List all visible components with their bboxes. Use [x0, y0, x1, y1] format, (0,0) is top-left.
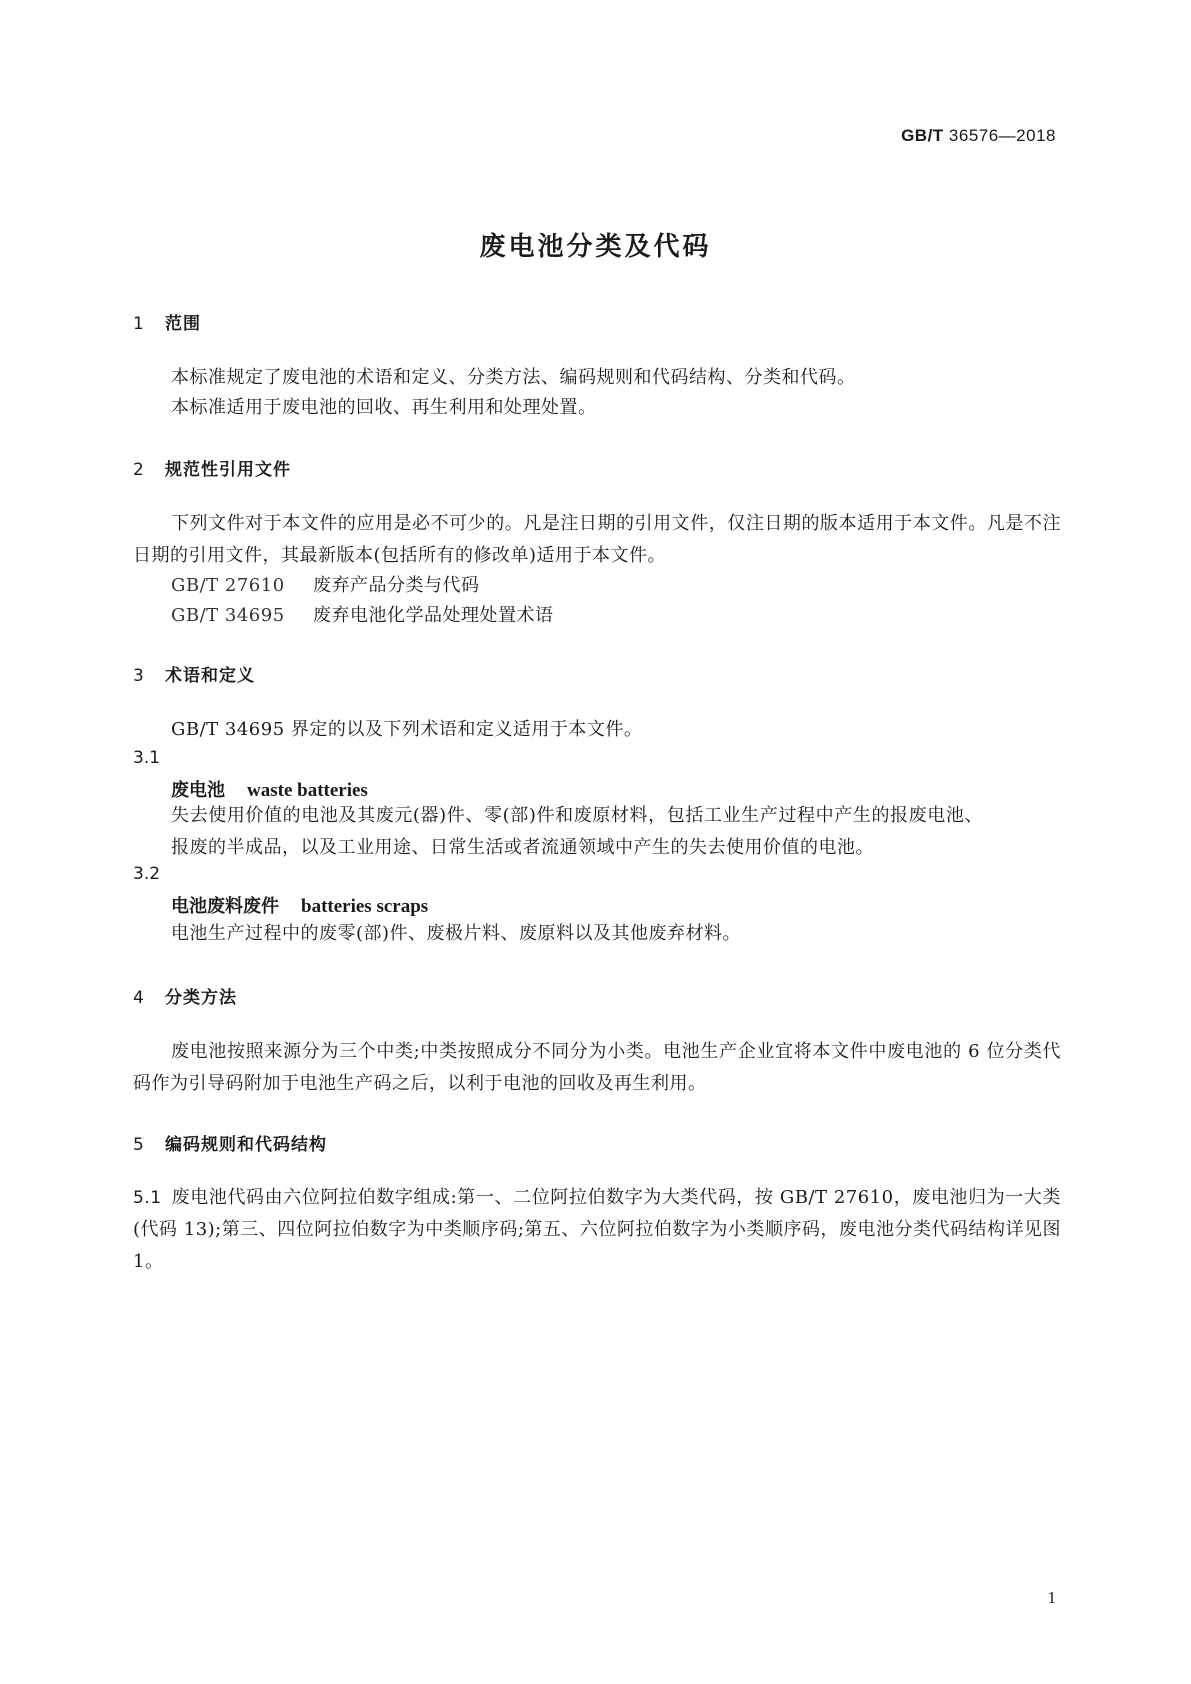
- term-definition: 电池生产过程中的废零(部)件、废极片料、废原料以及其他废弃材料。: [171, 923, 742, 944]
- section-title: 分类方法: [165, 988, 237, 1008]
- reference-code: GB/T 34695: [171, 605, 285, 626]
- term-english: waste batteries: [247, 780, 368, 801]
- section-1-heading: [133, 309, 201, 334]
- normative-reference: [171, 601, 554, 627]
- reference-code: GB/T 27610: [171, 575, 285, 596]
- standard-code: 36576—2018: [948, 126, 1056, 145]
- section-number: 3: [133, 666, 145, 686]
- section-3-intro: GB/T 34695 界定的以及下列术语和定义适用于本文件。: [171, 719, 643, 740]
- term-heading: [171, 776, 368, 802]
- section-number: 1: [133, 314, 145, 334]
- section-2-paragraph: 下列文件对于本文件的应用是必不可少的。凡是注日期的引用文件，仅注日期的版本适用于本文件。凡是不注日期的引用文件，其最新版本(包括所有的修改单)适用于本文件。: [133, 513, 1061, 566]
- section-4-paragraph: 废电池按照来源分为三个中类;中类按照成分不同分为小类。电池生产企业宜将本文件中废电池的 6 位分类代码作为引导码附加于电池生产码之后，以利于电池的回收及再生利用。: [133, 1041, 1061, 1094]
- section-title: 范围: [165, 314, 201, 334]
- section-1-paragraph-2: 本标准适用于废电池的回收、再生利用和处理处置。: [171, 397, 597, 418]
- term-english: batteries scraps: [301, 896, 429, 917]
- section-title: 术语和定义: [165, 666, 255, 686]
- document-title: 废电池分类及代码: [479, 232, 712, 262]
- standard-number: [901, 126, 1056, 146]
- section-number: 2: [133, 460, 145, 480]
- clause-text: 废电池代码由六位阿拉伯数字组成:第一、二位阿拉伯数字为大类代码，按 GB/T 27610，废电池归为一大类(代码 13);第三、四位阿拉伯数字为中类顺序码;第五、六位阿拉伯数字为小类顺序码，废电池分类代码结构详见图 1。: [133, 1187, 1061, 1272]
- term-chinese: 废电池: [171, 780, 225, 801]
- term-chinese: 电池废料废件: [171, 896, 279, 917]
- section-title: 编码规则和代码结构: [165, 1135, 327, 1155]
- term-number: 3.1: [133, 748, 161, 768]
- section-title: 规范性引用文件: [165, 460, 291, 480]
- section-number: 5: [133, 1135, 145, 1155]
- clause-number: 5.1: [133, 1188, 162, 1208]
- normative-reference: [171, 571, 480, 597]
- term-heading: [171, 892, 428, 918]
- section-4-heading: [133, 983, 237, 1008]
- section-2-heading: [133, 455, 291, 480]
- section-3-heading: [133, 661, 255, 686]
- standard-prefix: GB/T: [901, 126, 944, 145]
- term-definition: 失去使用价值的电池及其废元(器)件、零(部)件和废原材料，包括工业生产过程中产生的报废电池、报废的半成品，以及工业用途、日常生活或者流通领域中产生的失去使用价值的电池。: [171, 805, 983, 858]
- term-number: 3.2: [133, 864, 161, 884]
- section-number: 4: [133, 988, 145, 1008]
- clause-5-1: [133, 1182, 1061, 1278]
- section-5-heading: [133, 1130, 327, 1155]
- reference-name: 废弃电池化学品处理处置术语: [313, 605, 554, 626]
- page-number: 1: [1047, 1588, 1056, 1607]
- section-1-paragraph-1: 本标准规定了废电池的术语和定义、分类方法、编码规则和代码结构、分类和代码。: [171, 367, 856, 388]
- reference-name: 废弃产品分类与代码: [313, 575, 480, 596]
